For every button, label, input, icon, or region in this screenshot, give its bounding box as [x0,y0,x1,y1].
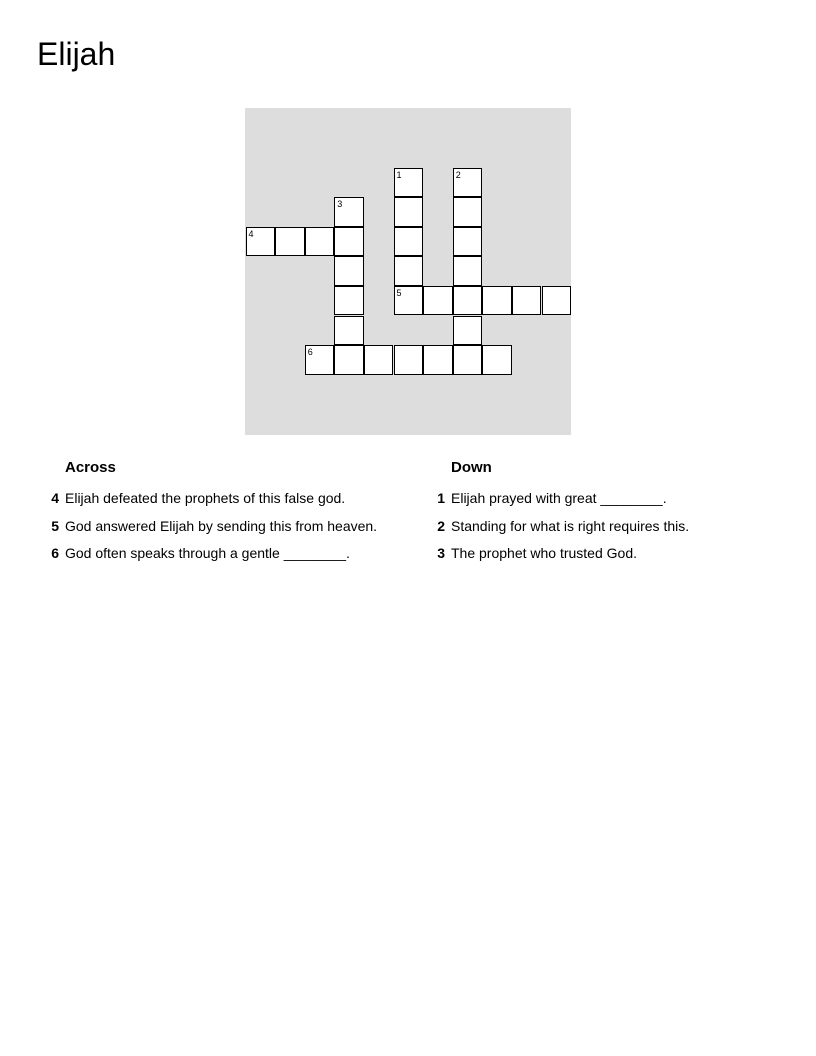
grid-cell[interactable] [453,286,483,316]
grid-cell[interactable] [482,286,512,316]
grid-cell[interactable] [246,227,276,257]
down-clues [426,458,806,572]
grid-cell[interactable] [275,227,305,257]
clue-number: 3 [437,545,445,561]
grid-cell[interactable] [423,345,453,375]
grid-cell[interactable] [334,227,364,257]
cell-number: 5 [396,287,402,298]
grid-cell[interactable] [394,345,424,375]
grid-cell[interactable] [453,227,483,257]
grid-cell[interactable] [542,286,572,316]
grid-cell[interactable] [394,227,424,257]
grid-cell[interactable] [334,197,364,227]
clue-number: 4 [51,490,59,506]
clue-down-item [426,489,806,507]
clue-text: Standing for what is right requires this. [451,517,690,534]
grid-cell[interactable] [305,227,335,257]
clue-across-item [40,544,410,562]
clue-across-item [40,489,410,507]
clue-text: God answered Elijah by sending this from heaven. [65,517,378,534]
grid-cell[interactable] [364,345,394,375]
grid-cell[interactable] [334,286,364,316]
grid-cell[interactable] [453,256,483,286]
page-title: Elijah [37,36,116,72]
cell-number: 4 [248,228,254,239]
cell-number: 6 [307,347,313,358]
grid-cell[interactable] [305,345,335,375]
clue-number: 6 [51,545,59,561]
clue-text: The prophet who trusted God. [451,545,637,561]
clue-number: 5 [51,517,59,534]
clue-text: Elijah prayed with great ________. [451,490,667,506]
across-clues [40,458,410,572]
clue-number: 1 [437,490,445,506]
grid-cell[interactable] [334,345,364,375]
clue-text: Elijah defeated the prophets of this false god. [65,490,346,506]
clue-down-item [426,517,806,535]
grid-cell[interactable] [453,168,483,198]
grid-cell[interactable] [482,345,512,375]
down-heading: Down [451,459,492,476]
grid-cell[interactable] [394,286,424,316]
crossword-grid [245,108,571,435]
grid-cell[interactable] [453,197,483,227]
cell-number: 3 [337,199,343,210]
clue-text: God often speaks through a gentle ________. [65,545,350,561]
across-heading: Across [65,459,116,476]
grid-cell[interactable] [334,316,364,346]
grid-cell[interactable] [512,286,542,316]
clue-down-item [426,544,806,562]
grid-cell[interactable] [453,345,483,375]
grid-cell[interactable] [334,256,364,286]
clue-across-item [40,517,410,535]
cell-number: 2 [455,169,461,180]
grid-cell[interactable] [453,316,483,346]
clue-number: 2 [437,517,445,534]
grid-cell[interactable] [394,256,424,286]
grid-cell[interactable] [394,197,424,227]
grid-cell[interactable] [394,168,424,198]
grid-cell[interactable] [423,286,453,316]
cell-number: 1 [396,169,402,180]
